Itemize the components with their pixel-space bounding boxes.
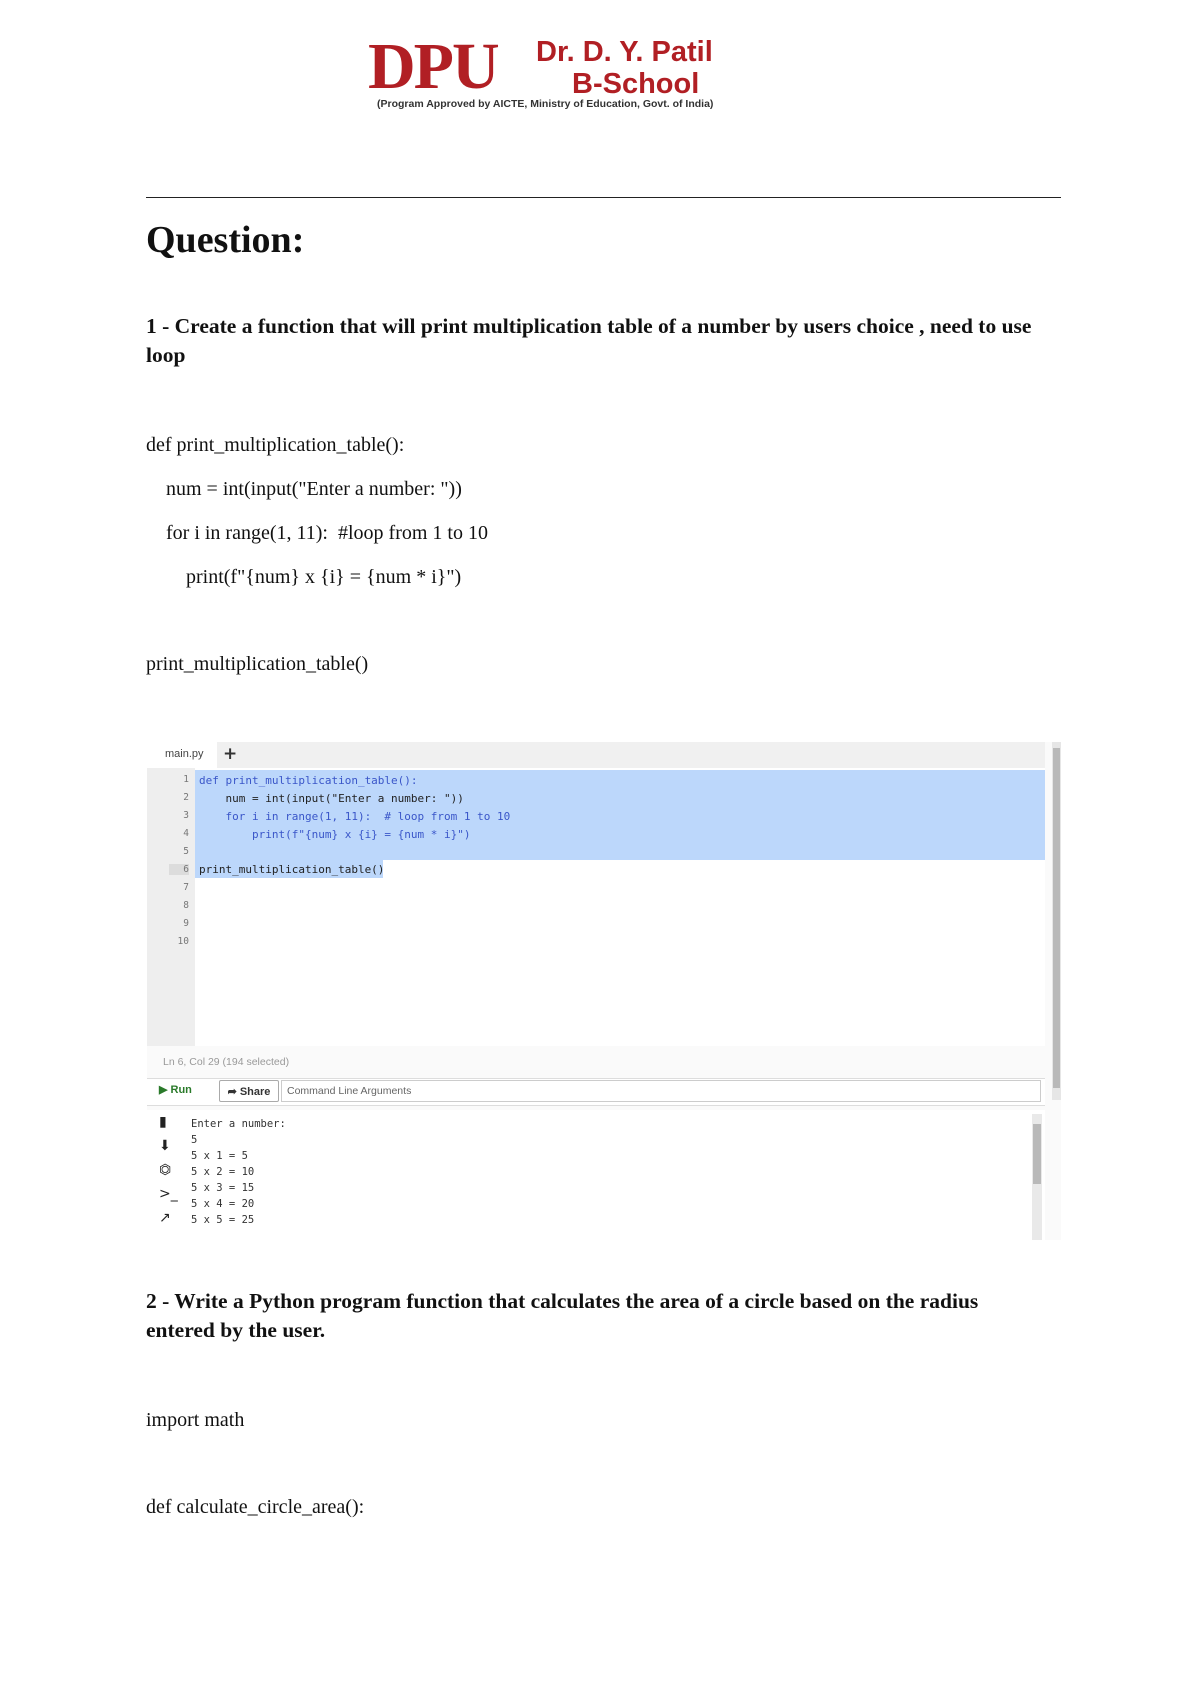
logo-mark: DPU (368, 30, 498, 103)
line-number-active: 6 (169, 864, 189, 875)
console-line: 5 x 4 = 20 (191, 1198, 255, 1210)
institution-logo (368, 30, 758, 116)
console-line: Enter a number: (191, 1118, 286, 1130)
page-title: Question: (146, 219, 305, 261)
run-toolbar (147, 1078, 1045, 1106)
line-number-gutter (147, 768, 195, 1046)
institution-name-line2: B-School (572, 68, 700, 100)
q1-code-line-5: print_multiplication_table() (146, 653, 369, 675)
console-toolbar (147, 1110, 183, 1240)
ide-screenshot (147, 742, 1061, 1240)
play-icon: ▶ (159, 1084, 171, 1096)
approval-text: (Program Approved by AICTE, Ministry of Education, Govt. of India) (377, 98, 714, 110)
question-1-text: 1 - Create a function that will print multiplication table of a number by users choice , need to use loop (146, 314, 1032, 367)
console-line: 5 x 5 = 25 (191, 1214, 255, 1226)
institution-name-line1: Dr. D. Y. Patil (536, 36, 713, 68)
q2-code-line-2: def calculate_circle_area(): (146, 1496, 365, 1518)
header-divider (146, 197, 1061, 198)
console-line: 5 (191, 1134, 198, 1146)
question-2-text: 2 - Write a Python program function that calculates the area of a circle based on the radius entered by the user. (146, 1289, 979, 1342)
editor-code-line: def print_multiplication_table(): (199, 774, 418, 787)
line-number: 8 (183, 900, 189, 911)
q2-code-line-1: import math (146, 1409, 245, 1431)
command-line-args-input[interactable]: Command Line Arguments (281, 1080, 1041, 1102)
editor-code-line: print_multiplication_table() (199, 863, 385, 876)
expand-icon[interactable]: ↗ (159, 1210, 171, 1226)
download-icon[interactable]: ⬇ (159, 1138, 171, 1154)
editor-scrollbar[interactable] (1052, 742, 1061, 1100)
console-output (147, 1110, 1045, 1240)
share-button[interactable] (219, 1080, 279, 1102)
line-number: 1 (183, 774, 189, 785)
console-line: 5 x 1 = 5 (191, 1150, 248, 1162)
add-tab-button[interactable]: + (223, 744, 238, 764)
console-line: 5 x 2 = 10 (191, 1166, 255, 1178)
editor-code-line: num = int(input("Enter a number: ")) (199, 792, 464, 805)
editor-status: Ln 6, Col 29 (194 selected) (163, 1056, 290, 1068)
terminal-icon[interactable]: >_ (159, 1186, 178, 1202)
tab-main-py[interactable]: main.py (147, 742, 217, 768)
q1-code-line-4: print(f"{num} x {i} = {num * i}") (146, 566, 462, 588)
line-number: 5 (183, 846, 189, 857)
editor-tab-bar (147, 742, 1045, 769)
console-line: 5 x 3 = 15 (191, 1182, 255, 1194)
line-number: 3 (183, 810, 189, 821)
clear-icon[interactable]: ⏣ (159, 1162, 172, 1178)
run-label: Run (170, 1084, 192, 1096)
line-number: 9 (183, 918, 189, 929)
q1-code-line-2: num = int(input("Enter a number: ")) (146, 478, 462, 500)
line-number: 4 (183, 828, 189, 839)
share-icon: ➦ (227, 1086, 240, 1098)
run-button[interactable] (159, 1083, 192, 1096)
q1-code-line-1: def print_multiplication_table(): (146, 434, 405, 456)
q1-code-line-3: for i in range(1, 11): #loop from 1 to 10 (146, 522, 488, 544)
console-scrollbar[interactable] (1032, 1114, 1042, 1240)
line-number: 2 (183, 792, 189, 803)
editor-code-line: print(f"{num} x {i} = {num * i}") (199, 828, 471, 841)
line-number: 10 (177, 936, 189, 947)
copy-icon[interactable]: ▮ (159, 1114, 167, 1130)
line-number: 7 (183, 882, 189, 893)
share-label: Share (239, 1086, 271, 1098)
editor-code-line: for i in range(1, 11): # loop from 1 to 10 (199, 810, 511, 823)
